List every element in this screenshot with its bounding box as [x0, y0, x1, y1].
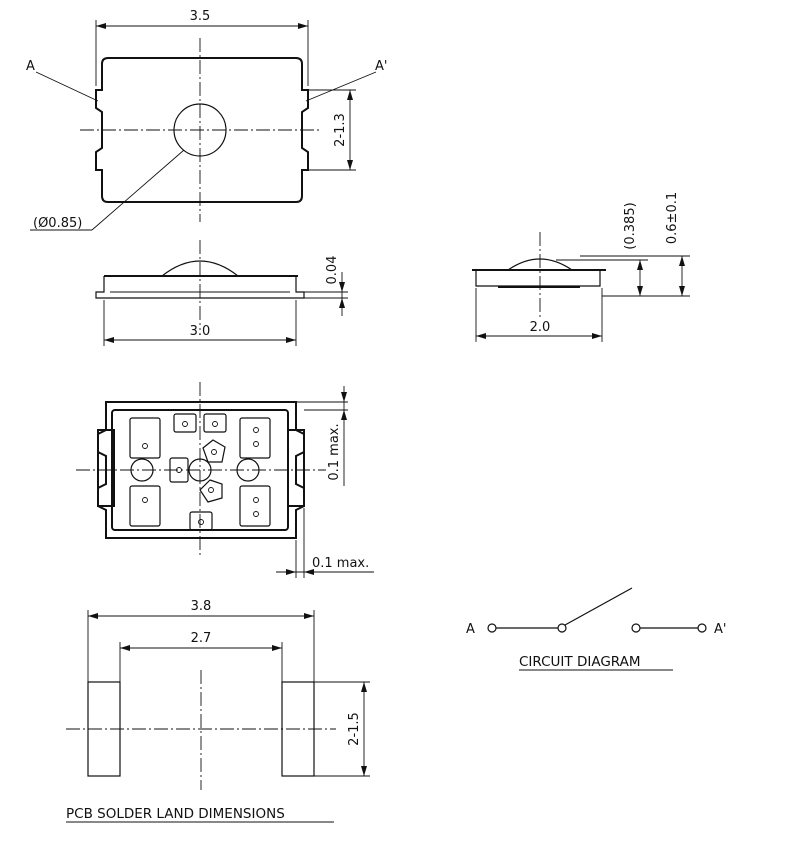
- dim-offset-vertical: 0.1 max.: [327, 423, 342, 481]
- dim-3-0-arrow-left: [104, 337, 114, 343]
- hole: [254, 498, 259, 503]
- label-pin-a-prime: A': [375, 59, 388, 74]
- hole: [213, 422, 218, 427]
- pad-bottom-left: [130, 486, 160, 526]
- hole: [254, 428, 259, 433]
- pcb-land-title: PCB SOLDER LAND DIMENSIONS: [66, 806, 285, 822]
- leader-a-prime: [306, 72, 376, 101]
- dim-pitch-arrow-top: [347, 90, 353, 100]
- hole: [209, 488, 214, 493]
- dim-land-pitch-arrow-top: [361, 682, 367, 692]
- dim-offset-horizontal: 0.1 max.: [312, 556, 370, 571]
- circuit-diagram: [466, 588, 726, 670]
- dim-total-height: 0.6±0.1: [665, 191, 680, 245]
- leader-a: [36, 72, 98, 101]
- circuit-switch-pivot: [558, 624, 566, 632]
- hole: [143, 498, 148, 503]
- pad-bottom-center: [190, 512, 212, 530]
- dim-land-pitch-arrow-bottom: [361, 766, 367, 776]
- pad-bottom-right: [240, 486, 270, 526]
- circuit-terminal-a-prime-label: A': [714, 622, 727, 637]
- dim-2-7-arrow-right: [272, 645, 282, 651]
- top-view: [26, 9, 387, 231]
- dim-pitch-arrow-bottom: [347, 160, 353, 170]
- hole: [143, 444, 148, 449]
- circuit-terminal-a: [488, 624, 496, 632]
- dim-2-0-arrow-right: [592, 333, 602, 339]
- dim-outer-span: 3.8: [190, 599, 212, 614]
- dim-3-5-arrow-right: [298, 23, 308, 29]
- end-view: [472, 192, 690, 342]
- pad-top-center-left: [174, 414, 196, 432]
- dim-horiz-arrow-left: [286, 569, 296, 575]
- pad-top-left: [130, 418, 160, 458]
- circuit-terminal-a-prime: [698, 624, 706, 632]
- dim-depth: 2.0: [529, 320, 551, 335]
- dim-pin-pitch: 2-1.3: [333, 113, 348, 147]
- dim-3-8-arrow-right: [304, 613, 314, 619]
- dim-actuator-height: (0.385): [623, 202, 638, 250]
- dim-vert-arrow-top: [341, 392, 347, 402]
- dim-0-6-arrow-top: [679, 256, 685, 266]
- hole: [254, 512, 259, 517]
- leader-diameter: [92, 150, 184, 230]
- dim-3-5-arrow-left: [96, 23, 106, 29]
- pad-top-center-right: [204, 414, 226, 432]
- dim-3-0-arrow-right: [286, 337, 296, 343]
- pad-diamond-lower: [200, 480, 222, 502]
- circuit-switch-contact: [632, 624, 640, 632]
- dim-2-0-arrow-left: [476, 333, 486, 339]
- dim-overall-width: 3.5: [189, 9, 211, 24]
- hole: [212, 450, 217, 455]
- dim-2-7-arrow-left: [120, 645, 130, 651]
- dim-0-04-arrow-bottom: [339, 298, 345, 308]
- dim-step-height: 0.04: [325, 255, 340, 285]
- dim-actuator-diameter: (Ø0.85): [33, 216, 83, 231]
- dim-base-width: 3.0: [189, 324, 211, 339]
- bottom-view: [76, 382, 374, 578]
- circuit-diagram-title: CIRCUIT DIAGRAM: [519, 654, 641, 670]
- label-pin-a: A: [26, 59, 35, 74]
- dim-land-pitch: 2-1.5: [347, 712, 362, 746]
- pad-top-right: [240, 418, 270, 458]
- dim-0-385-arrow-bottom: [637, 286, 643, 296]
- dim-inner-span: 2.7: [190, 631, 212, 646]
- pcb-land-view: [66, 599, 370, 822]
- circuit-switch-blade: [565, 588, 632, 625]
- hole: [254, 442, 259, 447]
- hole: [199, 520, 204, 525]
- dim-0-385-arrow-top: [637, 260, 643, 270]
- dim-vert-arrow-bottom: [341, 410, 347, 420]
- dim-3-8-arrow-left: [88, 613, 98, 619]
- pad-diamond-upper: [203, 440, 225, 462]
- circuit-terminal-a-label: A: [466, 622, 475, 637]
- end-view-body: [476, 270, 600, 286]
- side-view: [96, 240, 348, 346]
- hole: [183, 422, 188, 427]
- dim-0-6-arrow-bottom: [679, 286, 685, 296]
